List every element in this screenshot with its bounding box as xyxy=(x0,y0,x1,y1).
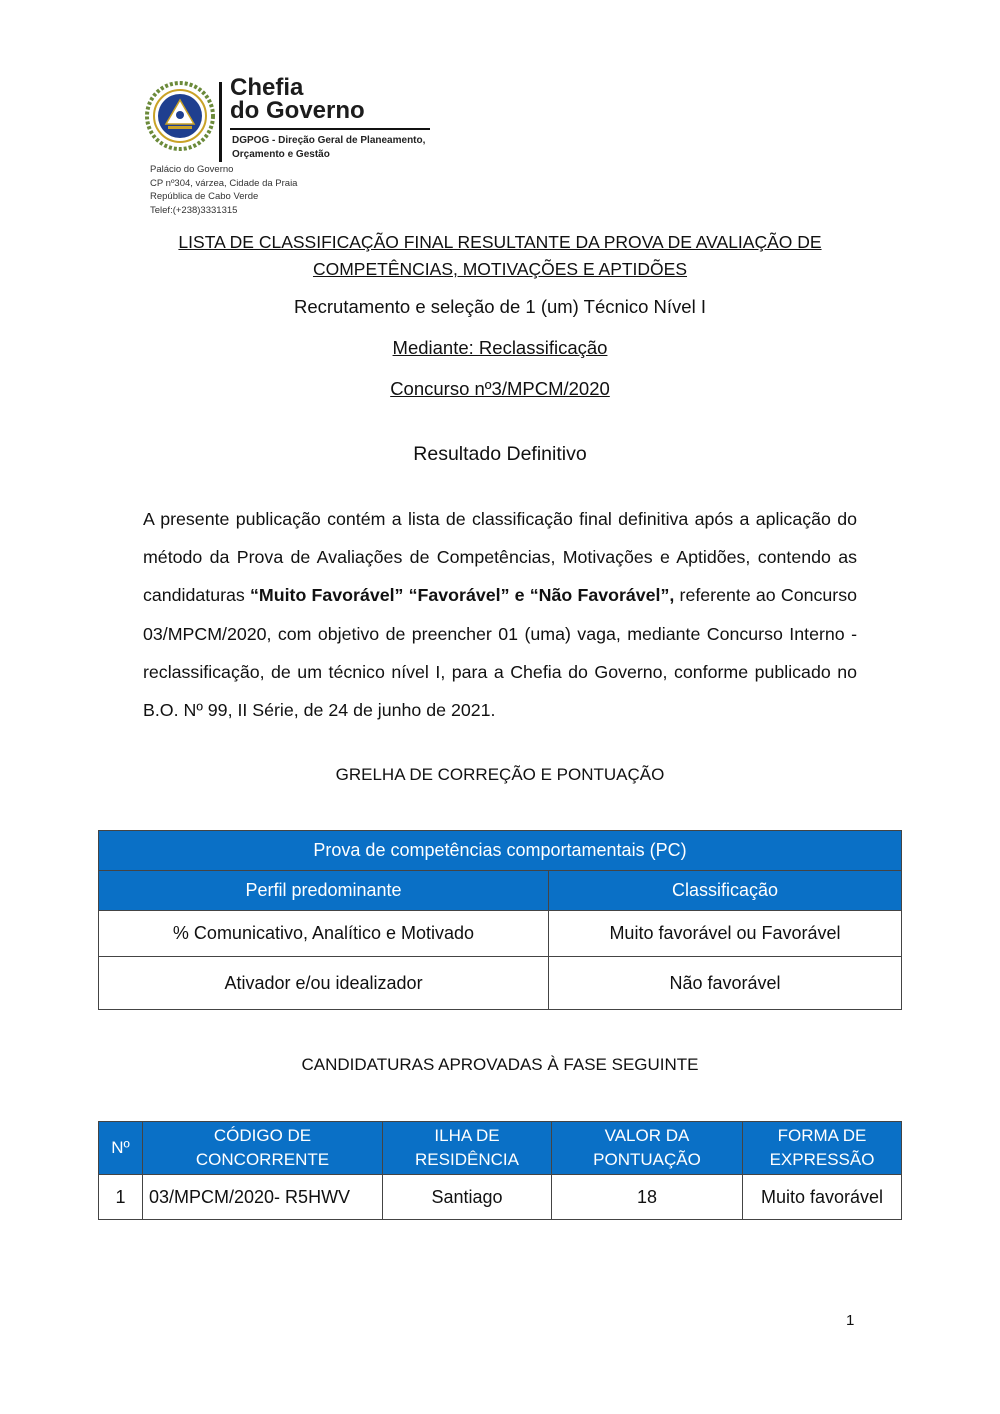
table-row xyxy=(99,911,902,957)
organization-name: Chefia do Governo xyxy=(230,74,365,124)
table-cell: Muito favorável xyxy=(743,1175,902,1220)
candidates-table xyxy=(98,1121,902,1220)
letterhead xyxy=(138,74,458,219)
table-title-row xyxy=(99,831,902,871)
table-cell: Muito favorável ou Favorável xyxy=(549,911,902,957)
table-header-row xyxy=(99,1122,902,1175)
column-header: FORMA DE EXPRESSÃO xyxy=(743,1122,902,1175)
table-row xyxy=(99,957,902,1010)
table-cell: 03/MPCM/2020- R5HWV xyxy=(143,1175,383,1220)
address-line: Palácio do Governo xyxy=(150,164,234,175)
coat-of-arms-icon xyxy=(142,78,218,154)
recruitment-line: Recrutamento e seleção de 1 (um) Técnico Nível I xyxy=(294,296,706,317)
department-name: DGPOG - Direção Geral de Planeamento, Orçamento e Gestão xyxy=(232,135,426,160)
column-header: CÓDIGO DE CONCORRENTE xyxy=(143,1122,383,1175)
table-title: Prova de competências comportamentais (PC) xyxy=(99,831,902,871)
table-row xyxy=(99,1175,902,1220)
table-cell: Não favorável xyxy=(549,957,902,1010)
page-number: 1 xyxy=(846,1312,855,1329)
divider xyxy=(219,82,222,162)
resultado-heading: Resultado Definitivo xyxy=(413,443,587,465)
address-line: Telef:(+238)3331315 xyxy=(150,204,238,216)
column-header: Nº xyxy=(99,1122,143,1175)
concurso-line: Concurso nº3/MPCM/2020 xyxy=(390,378,610,399)
table-cell: % Comunicativo, Analítico e Motivado xyxy=(99,911,549,957)
column-header: ILHA DE RESIDÊNCIA xyxy=(383,1122,552,1175)
table-cell: 18 xyxy=(552,1175,743,1220)
document-title: LISTA DE CLASSIFICAÇÃO FINAL RESULTANTE DA PROVA DE AVALIAÇÃO DE COMPETÊNCIAS, MOTIVAÇÕES E APTIDÕES xyxy=(178,232,822,279)
column-header: Perfil predominante xyxy=(99,871,549,911)
intro-paragraph: A presente publicação contém a lista de classificação final definitiva após a aplicação do método da Prova de Avaliações de Competências, Motivações e Aptidões, contendo as candidaturas “Muito Favorável” “Favorável” e “Não Favorável”, referente ao Concurso 03/MPCM/2020, com objetivo de preencher 01 (uma) vaga, mediante Concurso Interno - reclassificação, de um técnico nível I, para a Chefia do Governo, conforme publicado no B.O. Nº 99, II Série, de 24 de junho de 2021. xyxy=(143,509,857,721)
address-line: República de Cabo Verde xyxy=(150,191,259,202)
column-header: Classificação xyxy=(549,871,902,911)
address-line: CP nº304, várzea, Cidade da Praia xyxy=(150,177,298,189)
grading-grid-table xyxy=(98,830,902,1010)
table-cell: Ativador e/ou idealizador xyxy=(99,957,549,1010)
candidates-section-title: CANDIDATURAS APROVADAS À FASE SEGUINTE xyxy=(301,1055,699,1074)
address-block xyxy=(150,163,297,217)
divider xyxy=(230,128,430,130)
table-header-row xyxy=(99,871,902,911)
column-header: VALOR DA PONTUAÇÃO xyxy=(552,1122,743,1175)
grid-section-title: GRELHA DE CORREÇÃO E PONTUAÇÃO xyxy=(335,765,665,784)
table-cell: 1 xyxy=(99,1175,143,1220)
table-cell: Santiago xyxy=(383,1175,552,1220)
mediante-line: Mediante: Reclassificação xyxy=(392,337,608,358)
